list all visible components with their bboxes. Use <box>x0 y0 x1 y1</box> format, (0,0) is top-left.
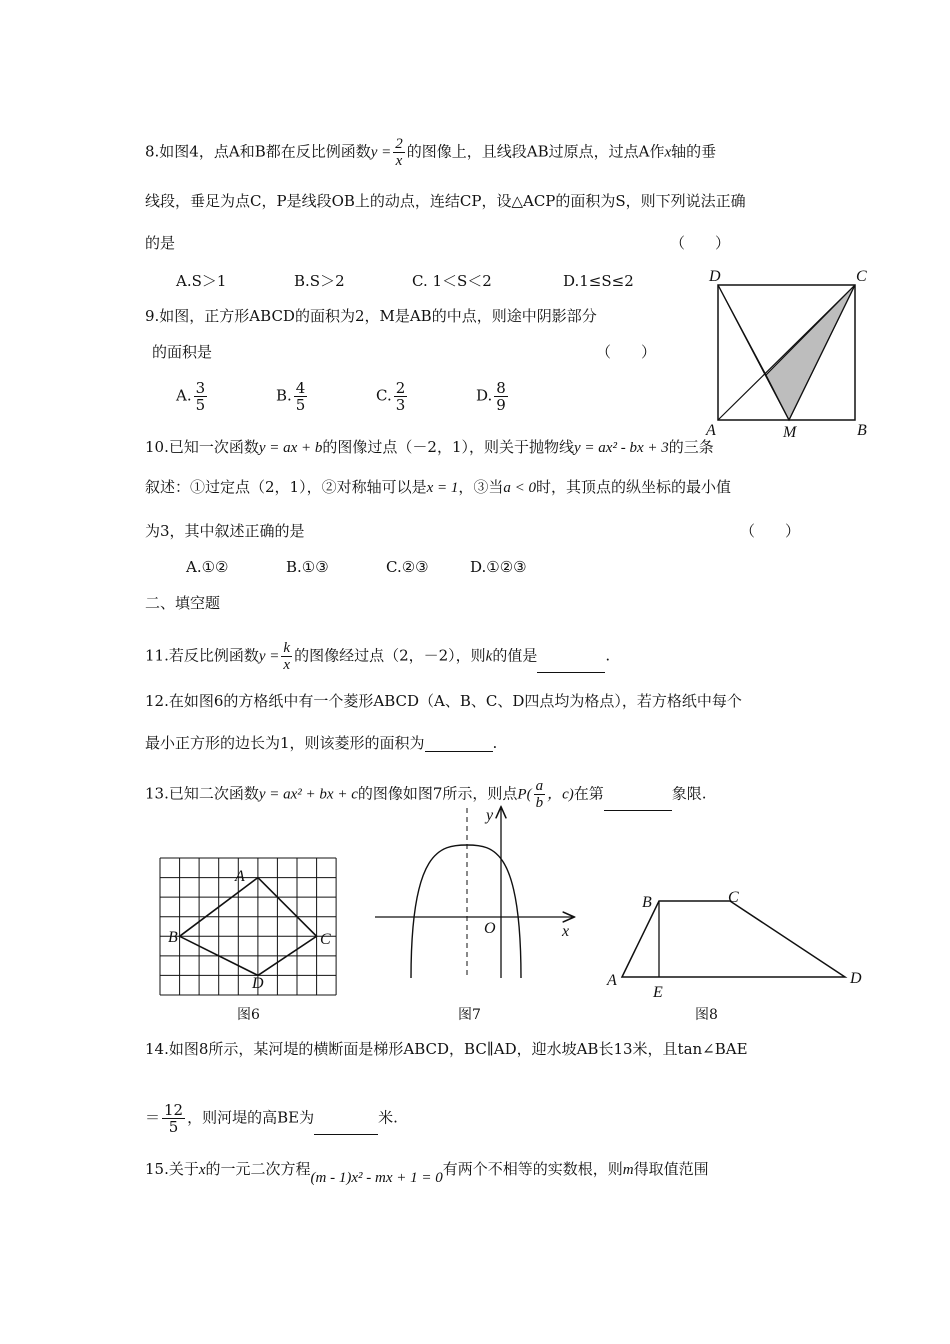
label-b: B <box>857 422 867 439</box>
shaded-triangle-right <box>766 285 855 420</box>
q10-option-b: B.①③ <box>286 558 329 576</box>
fig8-label-b: B <box>642 894 652 911</box>
q9-option-b: B. $\frac{4}{5}$ <box>276 379 306 414</box>
q9-option-a: A. $\frac{3}{5}$ <box>176 379 206 414</box>
q8-option-d: D.1≤S≤2 <box>563 272 634 290</box>
fig8-label-a: A <box>607 972 617 989</box>
parabola-curve <box>411 845 521 978</box>
fig8-label-e: E <box>653 984 663 1001</box>
fig8-caption: 图8 <box>695 1007 718 1023</box>
fig6-label-b: B <box>168 929 178 946</box>
q10-answer-paren: （ ） <box>740 522 801 540</box>
fig6-caption: 图6 <box>237 1007 260 1023</box>
q13-line: 13.已知二次函数y = ax² + bx + c的图像如图7所示，则点P( $\frac{a}{b}$ ，c)在第 象限. <box>145 778 707 811</box>
fig6-label-c: C <box>320 931 331 948</box>
label-d: D <box>709 268 721 285</box>
fig7-label-o: O <box>484 920 496 937</box>
fig8-label-c: C <box>728 889 739 906</box>
rhombus-abcd <box>180 878 317 976</box>
fig7-caption: 图7 <box>458 1007 481 1023</box>
q12-line2: 最小正方形的边长为1，则该菱形的面积为 . <box>145 734 498 752</box>
q9-option-c: C. $\frac{2}{3}$ <box>376 379 406 414</box>
q8-line1: 8.如图4，点A和B都在反比例函数y = $\frac{2}{x}$ 的图像上，且线段AB过原点，过点A作x轴的垂 <box>145 136 717 169</box>
q10-option-c: C.②③ <box>386 558 429 576</box>
q9-line2: 的面积是 <box>152 343 213 361</box>
q10-line2: 叙述：①过定点（2，1），②对称轴可以是x = 1，③当a < 0时，其顶点的纵坐标的最小值 <box>145 478 732 496</box>
q9-square-figure <box>700 265 880 445</box>
q8-option-a: A.S＞1 <box>176 272 227 290</box>
q8-answer-paren: （ ） <box>670 234 731 252</box>
q11-line: 11.若反比例函数y = $\frac{k}{x}$ 的图像经过点（2，－2），则k的值是 . <box>145 640 611 673</box>
label-a: A <box>706 422 716 439</box>
q10-option-d: D.①②③ <box>470 558 527 576</box>
fig6-label-a: A <box>235 868 245 885</box>
q12-line1: 12.在如图6的方格纸中有一个菱形ABCD（A、B、C、D四点均为格点），若方格纸中每个 <box>145 692 742 710</box>
q10-option-a: A.①② <box>186 558 229 576</box>
fig7-label-x: x <box>562 923 570 940</box>
q12-answer-blank <box>425 737 493 752</box>
q8-func-lhs: y = <box>370 144 392 161</box>
q11-answer-blank <box>537 658 605 673</box>
fig7-parabola-graph <box>370 800 580 985</box>
q8-option-b: B.S＞2 <box>294 272 345 290</box>
section-heading: 二、填空题 <box>145 594 221 612</box>
q9-line1: 9.如图，正方形ABCD的面积为2，M是AB的中点，则途中阴影部分 <box>145 307 597 325</box>
q15-line: 15.关于x的一元二次方程(m - 1)x² - mx + 1 = 0有两个不相等的实数根，则m得取值范围 <box>145 1160 709 1186</box>
q14-answer-blank <box>314 1120 378 1135</box>
q10-line3: 为3，其中叙述正确的是 <box>145 522 305 540</box>
q14-line1: 14.如图8所示，某河堤的横断面是梯形ABCD，BC∥AD，迎水坡AB长13米，且tan∠BAE <box>145 1040 748 1058</box>
q9-answer-paren: （ ） <box>596 343 657 361</box>
fig6-grid-rhombus <box>140 840 360 1015</box>
q13-answer-blank <box>604 796 672 811</box>
fig7-label-y: y <box>486 807 494 824</box>
segment-dm <box>718 285 789 420</box>
q8-option-c: C. 1＜S＜2 <box>412 272 492 290</box>
fig6-label-d: D <box>252 975 264 992</box>
q9-option-d: D. $\frac{8}{9}$ <box>476 379 506 414</box>
label-c: C <box>856 268 867 285</box>
label-m: M <box>783 424 797 441</box>
q10-line1: 10.已知一次函数y = ax + b的图像过点（－2，1），则关于抛物线y = ax² - bx + 3的三条 <box>145 438 714 456</box>
grid-lines <box>160 858 336 995</box>
q14-line2: ＝ $\frac{12}{5}$ ，则河堤的高BE为 米. <box>145 1101 398 1136</box>
trapezoid-abcd <box>622 901 845 977</box>
fig8-label-d: D <box>850 970 862 987</box>
q8-line2: 线段，垂足为点C，P是线段OB上的动点，连结CP，设△ACP的面积为S，则下列说法正确 <box>145 192 746 210</box>
q8-line3: 的是 <box>145 234 176 252</box>
q8-fraction: $\frac{2}{x}$ <box>395 136 403 169</box>
fig8-trapezoid <box>600 880 880 1005</box>
